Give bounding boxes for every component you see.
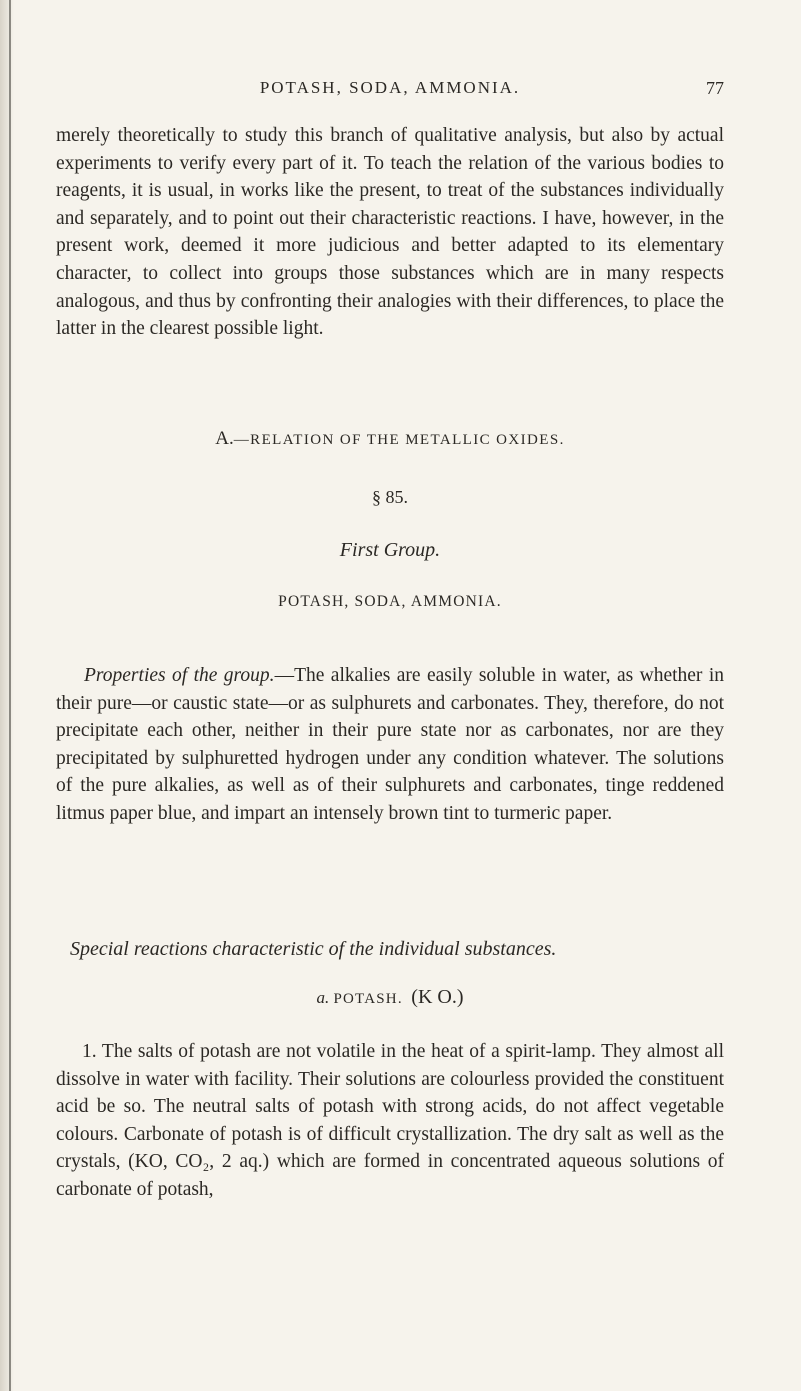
group-members: POTASH, SODA, AMMONIA. (278, 593, 502, 610)
group-title: First Group. (339, 539, 441, 561)
properties-body: —The alkalies are easily soluble in water, as whether in their pure—or caustic state—or as sulphurets and carbonates. They, therefore, do not precipitate each other, neither in their pure state nor as carbonates, nor are they precipitated by sulphuretted hydrogen under any condition whatever. The solutions of the pure alkalies, as well as of their sulphurets and carbonates, tinge reddened litmus paper blue, and impart an intensely brown tint to turmeric paper. (56, 665, 724, 824)
relation-heading-text: —RELATION OF THE METALLIC OXIDES. (233, 432, 565, 448)
binding-edge-line (9, 0, 11, 1391)
potash-label: POTASH. (333, 991, 403, 1007)
section-number: § 85. (372, 487, 408, 507)
relation-heading-letter: A. (215, 428, 234, 449)
running-head (56, 78, 724, 102)
properties-paragraph (56, 662, 724, 828)
running-title: POTASH, SODA, AMMONIA. (259, 78, 521, 97)
potash-heading (56, 986, 724, 1009)
page-number: 77 (706, 78, 724, 98)
page-gutter-shadow (0, 0, 14, 1391)
potash-letter: a. (316, 988, 330, 1007)
potash-paragraph-1: 1. The salts of potash are not volatile in the heat of a spirit-lamp. They almost all dissolve in water with facility. Their solutions are colourless provided the constituent acid be so. The neutral salts of potash with strong acids, do not affect vegetable colours. Carbonate of potash is of difficult crystallization. The dry salt as well as the crystals, (KO, CO₂, 2 aq.) which are formed in concentrated aqueous solutions of carbonate of potash, (56, 1041, 724, 1200)
special-reactions-heading: Special reactions characteristic of the individual substances. (70, 938, 557, 960)
relation-heading (56, 428, 724, 450)
intro-paragraph: merely theoretically to study this branch of qualitative analysis, but also by actual experiments to verify every part of it. To teach the relation of the various bodies to reagents, it is usual, in works like the present, to treat of the substances individually and separately, and to point out their characteristic reactions. I have, however, in the present work, deemed it more judicious and better adapted to its elementary character, to collect into groups those substances which are in many respects analogous, and thus by confronting their analogies with their differences, to place the latter in the clearest possible light. (56, 125, 724, 340)
properties-lead: Properties of the group. (84, 665, 275, 686)
potash-formula: (K O.) (411, 986, 464, 1008)
